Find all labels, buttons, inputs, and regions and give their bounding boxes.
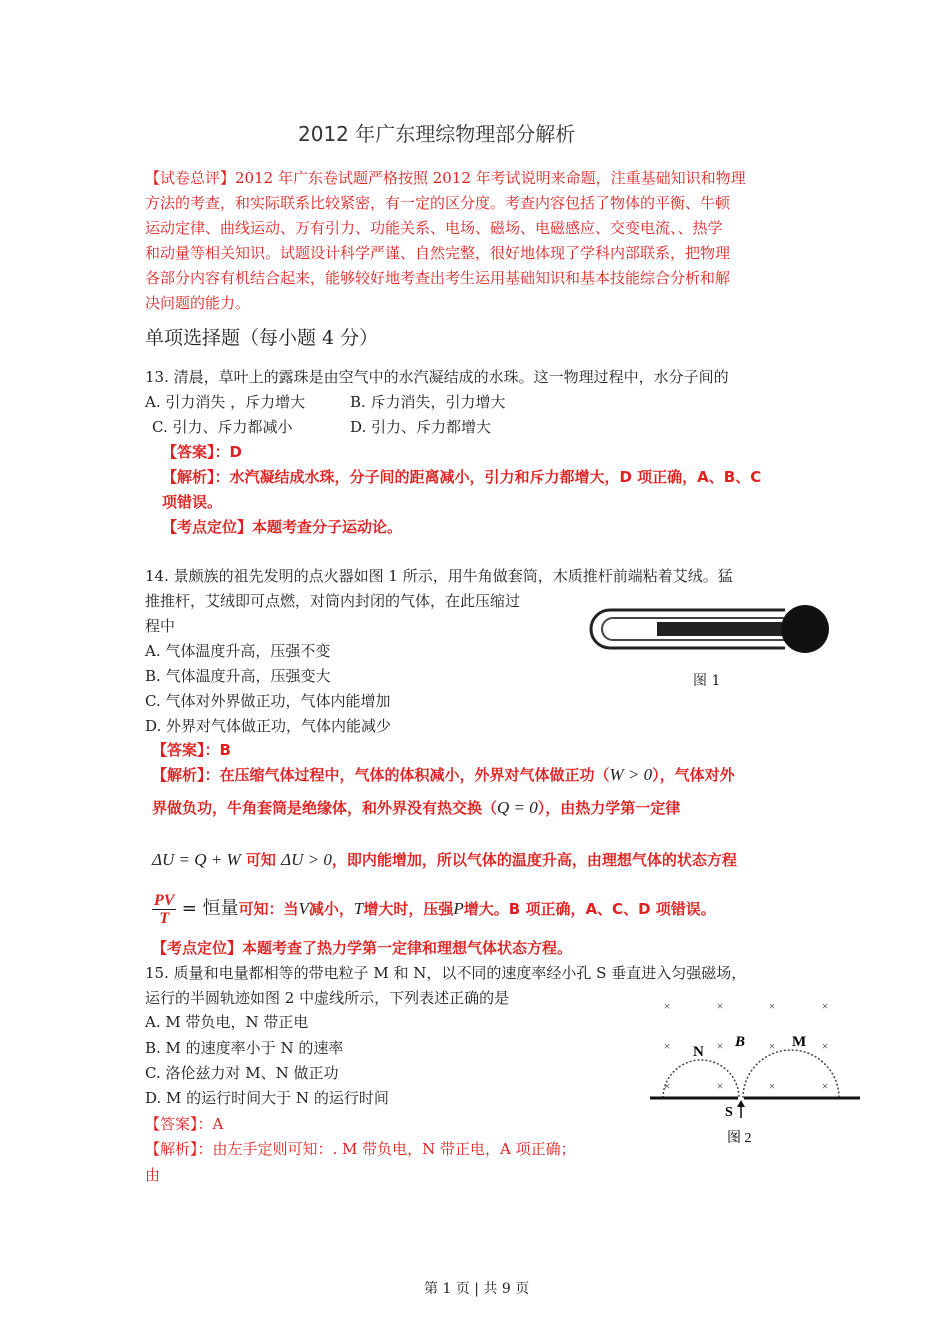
q13-option-c: C. 引力、斥力都减小 bbox=[152, 418, 293, 436]
formula: T bbox=[353, 899, 364, 918]
q14-point: 【考点定位】本题考查了热力学第一定律和理想气体状态方程。 bbox=[152, 939, 573, 957]
q13-option-b: B. 斥力消失，引力增大 bbox=[350, 393, 506, 411]
q13-answer: 【答案】：D bbox=[162, 443, 242, 461]
text: 【解析】：在压缩气体过程中，气体的体积减小，外界对气体做正功（ bbox=[152, 766, 610, 784]
svg-text:×: × bbox=[716, 1039, 724, 1053]
q15-answer: 【答案】：A bbox=[145, 1115, 224, 1133]
svg-text:×: × bbox=[768, 1039, 776, 1053]
label-m: M bbox=[792, 1034, 807, 1050]
svg-text:×: × bbox=[663, 1039, 671, 1053]
q13-analysis: 【解析】：水汽凝结成水珠，分子间的距离减小，引力和斥力都增大，D 项正确，A、B、C bbox=[162, 468, 762, 486]
formula: ΔU > 0 bbox=[281, 850, 332, 869]
q15-analysis: 由 bbox=[145, 1166, 161, 1184]
q14-analysis bbox=[152, 850, 737, 870]
page-footer: 第 1 页 | 共 9 页 bbox=[424, 1281, 530, 1297]
figure-2-magnetic-field bbox=[645, 990, 865, 1150]
svg-text:×: × bbox=[821, 1079, 829, 1093]
summary-line: 各部分内容有机结合起来，能够较好地考查出考生运用基础知识和基本技能综合分析和解 bbox=[145, 269, 731, 287]
summary-line: 和动量等相关知识。试题设计科学严谨、自然完整，很好地体现了学科内部联系，把物理 bbox=[145, 244, 731, 262]
q15-option-a: A. M 带负电，N 带正电 bbox=[145, 1013, 309, 1031]
svg-text:×: × bbox=[821, 999, 829, 1013]
svg-text:×: × bbox=[821, 1039, 829, 1053]
figure-1-caption: 图 1 bbox=[693, 673, 721, 689]
q13-stem: 13. 清晨，草叶上的露珠是由空气中的水汽凝结成的水珠。这一物理过程中，水分子间的 bbox=[145, 368, 729, 386]
section-heading: 单项选择题（每小题 4 分） bbox=[145, 327, 379, 349]
q14-analysis bbox=[152, 886, 716, 932]
text: 界做负功，牛角套筒是绝缘体，和外界没有热交换（ bbox=[152, 799, 498, 817]
text: 减小， bbox=[308, 900, 354, 918]
denominator: T bbox=[159, 910, 170, 927]
svg-text:×: × bbox=[768, 999, 776, 1013]
svg-text:×: × bbox=[716, 999, 724, 1013]
text: 可知 bbox=[240, 851, 282, 869]
q14-stem: 推推杆，艾绒即可点燃，对筒内封闭的气体，在此压缩过 bbox=[145, 592, 521, 610]
formula: = 恒量 bbox=[181, 898, 239, 919]
n-trajectory bbox=[663, 1060, 739, 1098]
q14-stem: 程中 bbox=[145, 617, 176, 635]
q14-option-b: B. 气体温度升高，压强变大 bbox=[145, 667, 331, 685]
page-title: 2012 年广东理综物理部分解析 bbox=[298, 122, 576, 146]
formula: ΔU = Q + W bbox=[152, 850, 241, 869]
svg-text:×: × bbox=[768, 1079, 776, 1093]
figure-1-igniter bbox=[585, 600, 835, 660]
summary-line: 运动定律、曲线运动、万有引力、功能关系、电场、磁场、电磁感应、交变电流、、热学 bbox=[145, 219, 723, 237]
label-b: B bbox=[735, 1034, 746, 1050]
summary-line: 【试卷总评】2012 年广东卷试题严格按照 2012 年考试说明来命题，注重基础知识和物理 bbox=[145, 169, 746, 187]
fraction-pv-over-t bbox=[152, 892, 176, 927]
label-n: N bbox=[693, 1044, 704, 1060]
text: ），气体对外 bbox=[652, 766, 735, 784]
text: 增大时，压强 bbox=[363, 900, 454, 918]
text: 可知：当 bbox=[238, 900, 299, 918]
formula: W > 0 bbox=[609, 765, 653, 784]
q13-analysis: 项错误。 bbox=[162, 493, 223, 511]
q14-analysis bbox=[152, 798, 680, 818]
q13-option-a: A. 引力消失 ，斥力增大 bbox=[145, 393, 306, 411]
figure-2-caption: 图 2 bbox=[727, 1131, 752, 1146]
q15-analysis: 【解析】：由左手定则可知：. M 带负电，N 带正电，A 项正确； bbox=[145, 1140, 576, 1158]
q15-option-b: B. M 的速度率小于 N 的速率 bbox=[145, 1039, 344, 1057]
svg-text:×: × bbox=[663, 1079, 671, 1093]
q15-stem: 运行的半圆轨迹如图 2 中虚线所示，下列表述正确的是 bbox=[145, 989, 510, 1007]
label-s: S bbox=[725, 1105, 733, 1120]
formula: V bbox=[298, 899, 309, 918]
text: 增大。B 项正确，A、C、D 项错误。 bbox=[463, 900, 716, 918]
q14-option-a: A. 气体温度升高，压强不变 bbox=[145, 642, 331, 660]
q15-stem: 15. 质量和电量都相等的带电粒子 M 和 N，以不同的速度率经小孔 S 垂直进入匀强磁场， bbox=[145, 964, 747, 982]
svg-text:×: × bbox=[716, 1079, 724, 1093]
text: ），由热力学第一定律 bbox=[537, 799, 681, 817]
q15-option-d: D. M 的运行时间大于 N 的运行时间 bbox=[145, 1089, 389, 1107]
formula: P bbox=[453, 899, 464, 918]
q13-point: 【考点定位】本题考查分子运动论。 bbox=[162, 518, 403, 536]
q14-option-d: D. 外界对气体做正功，气体内能减少 bbox=[145, 717, 392, 735]
q13-option-d: D. 引力、斥力都增大 bbox=[350, 418, 492, 436]
formula: Q = 0 bbox=[497, 798, 538, 817]
summary-line: 决问题的能力。 bbox=[145, 294, 251, 312]
q14-stem: 14. 景颇族的祖先发明的点火器如图 1 所示，用牛角做套筒，木质推杆前端粘着艾绒。猛 bbox=[145, 567, 733, 585]
numerator: PV bbox=[154, 892, 175, 909]
q15-option-c: C. 洛伦兹力对 M、N 做正功 bbox=[145, 1064, 339, 1082]
q14-answer: 【答案】：B bbox=[152, 741, 231, 759]
text: ，即内能增加，所以气体的温度升高，由理想气体的状态方程 bbox=[331, 851, 737, 869]
summary-line: 方法的考查，和实际联系比较紧密，有一定的区分度。考查内容包括了物体的平衡、牛顿 bbox=[145, 194, 731, 212]
svg-text:×: × bbox=[663, 999, 671, 1013]
q14-analysis bbox=[152, 765, 735, 785]
q14-option-c: C. 气体对外界做正功，气体内能增加 bbox=[145, 692, 391, 710]
